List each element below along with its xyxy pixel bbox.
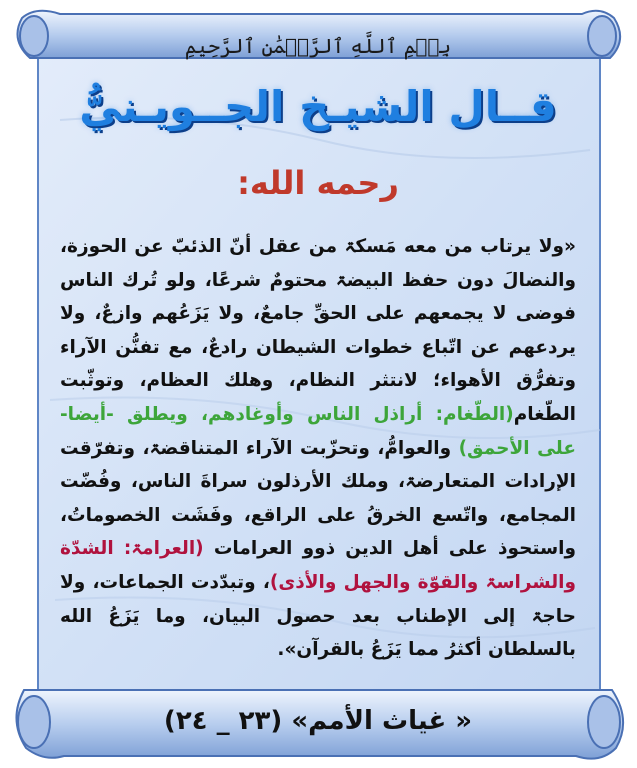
page-subtitle: رحمه الله:	[237, 164, 399, 202]
page-title: قــال الشيـخ الجــويـنيُّ	[79, 82, 557, 131]
note-araama: (العرامۃ: الشدّة والشراسۃ والقوّة والجهل والأذى)	[60, 538, 576, 593]
quote-part-1: «ولا يرتاب من معه مَسكۃ من عقل أنّ الذئبّ عن الحوزة، والنضالَ دون حفظ البيضۃ محتومٌ شرعًا، ولو تُرك الناس فوضى لا يجمعهم على الحقِّ جامعٌ، ولا يَزَعُهم وازعٌ، ولا يردعهم عن اتّباع خطوات الشيطان رادعٌ، مع تفنُّن الآراء وتفرُّق الأهواء؛ لانتثر النظام، وهلك العظام، وتوثّبت الطّغام	[60, 236, 576, 425]
scroll-content	[18, 12, 618, 752]
quote-part-3: ، وتبدّدت الجماعات، ولا حاجۃ إلى الإطناب بعد حصول البيان، وما يَزَعُ الله بالسلطان أكثرُ مما يَزَعُ بالقرآن».	[60, 571, 576, 661]
quote-part-2: والعوامُّ، وتحزّبت الآراء المتناقضۃ، وتفرّقت الإرادات المتعارضۃ، وملك الأرذلون سراةَ الناس، وفُضّت المجامع، واتّسع الخرقُ على الراقع، وفَشَت الخصوماتُ، واستحوذ على أهل الدين ذوو العرامات	[60, 437, 577, 560]
note-taghaam: (الطّغام: أراذل الناس وأوغادهم، ويطلق -أيضا- على الأحمق)	[60, 403, 576, 459]
quote-text	[60, 230, 576, 667]
basmala: بِسۡمِ ٱللَّهِ ٱلرَّحۡمَٰنِ ٱلرَّحِيمِ	[184, 34, 452, 58]
source-citation: « غياث الأمم» (٢٣ _ ٢٤)	[163, 706, 473, 736]
